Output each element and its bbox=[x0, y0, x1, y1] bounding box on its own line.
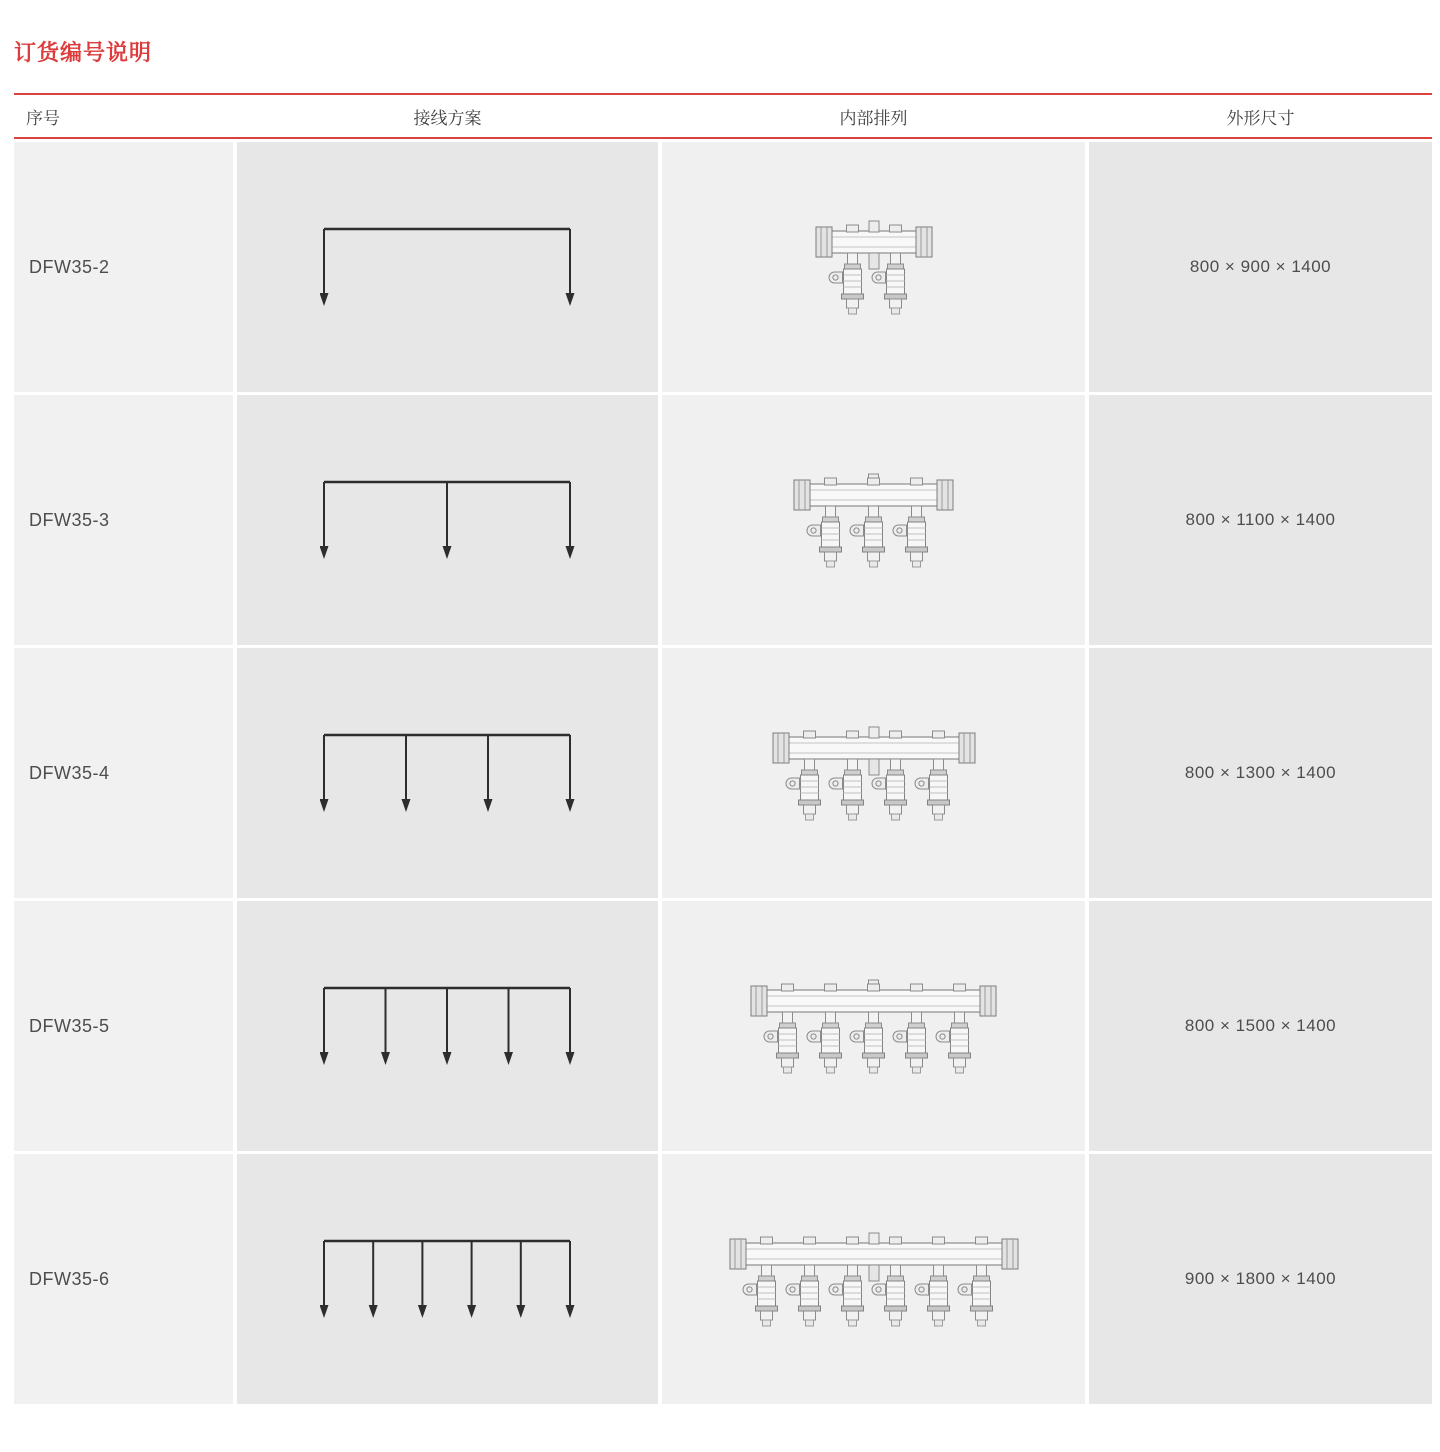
arrangement-cell bbox=[662, 1154, 1085, 1404]
wiring-diagram bbox=[320, 1236, 576, 1322]
model-label: DFW35-2 bbox=[29, 256, 110, 277]
dimensions-label: 800 × 1500 × 1400 bbox=[1184, 1016, 1337, 1035]
wiring-cell bbox=[237, 395, 658, 645]
header-serial: 序号 bbox=[26, 108, 60, 128]
dimensions-cell bbox=[1089, 395, 1432, 645]
wiring-diagram bbox=[320, 730, 576, 816]
header-arrangement: 内部排列 bbox=[839, 108, 908, 128]
model-cell bbox=[14, 901, 233, 1151]
model-cell bbox=[14, 395, 233, 645]
header-wiring: 接线方案 bbox=[413, 108, 482, 128]
wiring-cell bbox=[237, 1154, 658, 1404]
wiring-cell bbox=[237, 901, 658, 1151]
wiring-diagram bbox=[320, 224, 576, 310]
apparatus-drawing bbox=[790, 470, 957, 570]
arrangement-cell bbox=[662, 142, 1085, 392]
model-label: DFW35-4 bbox=[29, 762, 110, 783]
apparatus-drawing bbox=[726, 1229, 1022, 1329]
model-label: DFW35-3 bbox=[29, 509, 110, 530]
dimensions-label: 900 × 1800 × 1400 bbox=[1184, 1269, 1337, 1288]
table-header-row bbox=[14, 93, 1432, 139]
wiring-diagram bbox=[320, 477, 576, 563]
model-label: DFW35-6 bbox=[29, 1268, 110, 1289]
apparatus-drawing bbox=[812, 217, 936, 317]
ordering-table bbox=[14, 93, 1432, 1404]
dimensions-cell bbox=[1089, 1154, 1432, 1404]
wiring-cell bbox=[237, 648, 658, 898]
model-label: DFW35-5 bbox=[29, 1015, 110, 1036]
dimensions-label: 800 × 1300 × 1400 bbox=[1184, 763, 1337, 782]
arrangement-cell bbox=[662, 395, 1085, 645]
model-cell bbox=[14, 648, 233, 898]
wiring-cell bbox=[237, 142, 658, 392]
arrangement-cell bbox=[662, 901, 1085, 1151]
dimensions-label: 800 × 900 × 1400 bbox=[1189, 257, 1332, 276]
header-dimensions: 外形尺寸 bbox=[1226, 108, 1295, 128]
wiring-diagram bbox=[320, 983, 576, 1069]
dimensions-cell bbox=[1089, 901, 1432, 1151]
dimensions-cell bbox=[1089, 142, 1432, 392]
dimensions-label: 800 × 1100 × 1400 bbox=[1185, 510, 1336, 529]
table-body bbox=[14, 142, 1432, 1404]
model-cell bbox=[14, 1154, 233, 1404]
apparatus-drawing bbox=[747, 976, 1000, 1076]
dimensions-cell bbox=[1089, 648, 1432, 898]
apparatus-drawing bbox=[769, 723, 979, 823]
model-cell bbox=[14, 142, 233, 392]
arrangement-cell bbox=[662, 648, 1085, 898]
page-title: 订货编号说明 bbox=[14, 40, 153, 65]
